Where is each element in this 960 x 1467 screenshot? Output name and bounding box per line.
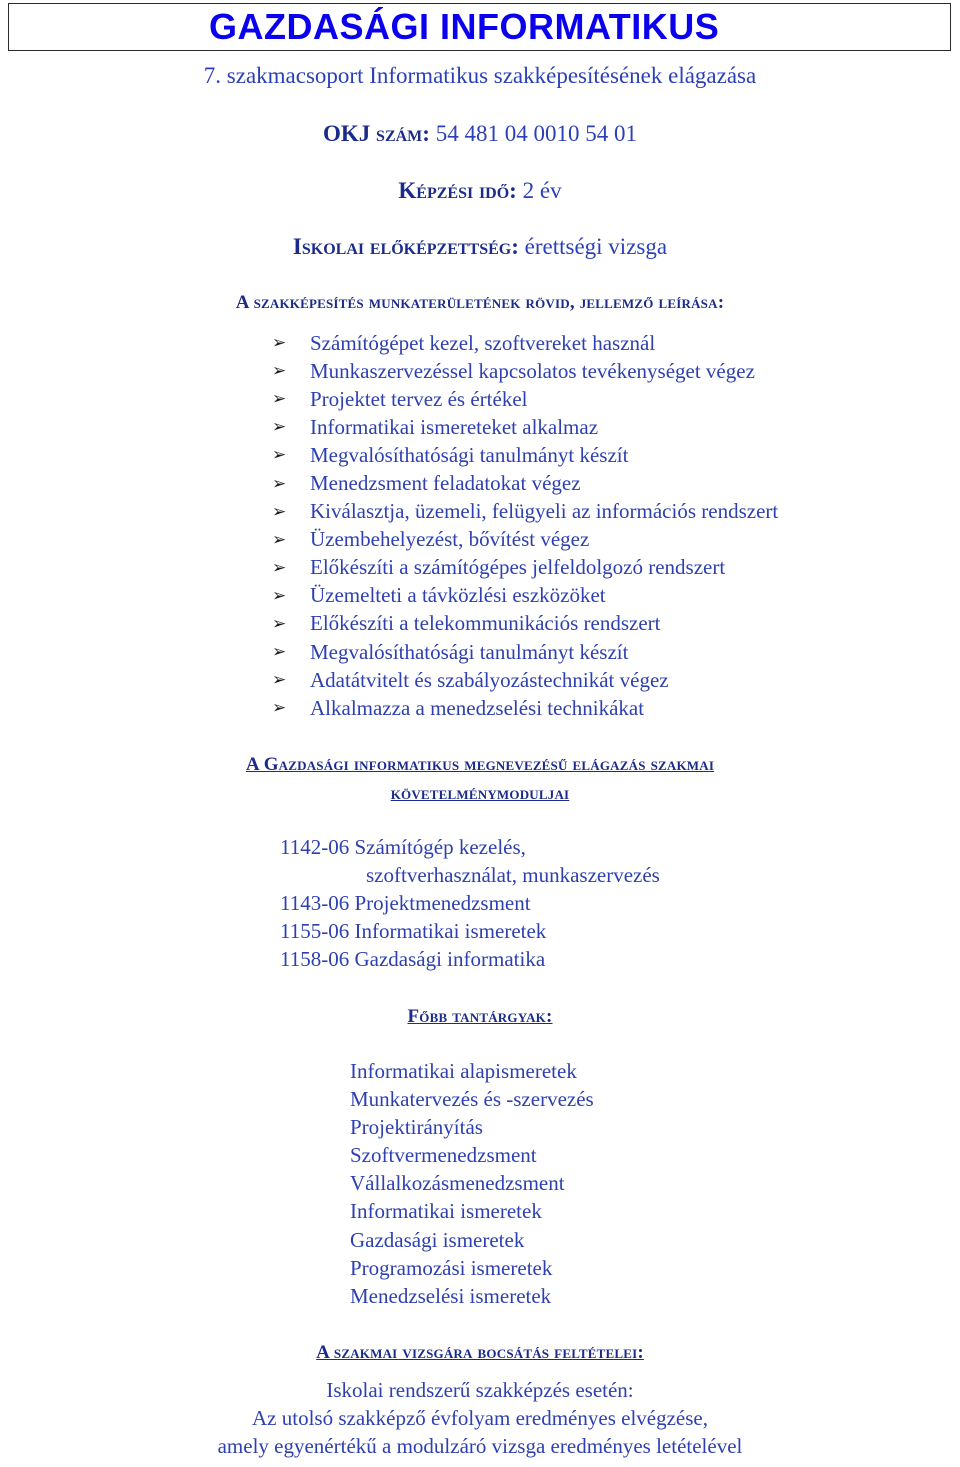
list-item-text: Előkészíti a számítógépes jelfeldolgozó rendszert [310,555,726,580]
list-item [272,498,778,526]
list-item [272,694,778,722]
list-item [272,413,778,441]
prerequisite-label: Iskolai előképzettség: [292,234,519,259]
subject-item: Programozási ismeretek [350,1255,553,1280]
okj-value: 54 481 04 0010 54 01 [429,121,637,146]
subject-item: Informatikai alapismeretek [350,1059,577,1083]
subject-item: Informatikai ismeretek [350,1199,542,1224]
modules-heading-line1: A Gazdasági informatikus megnevezésű elágazás szakmai [245,754,715,775]
module-item: 1155-06 Informatikai ismeretek [280,919,547,943]
list-item [272,329,778,357]
list-item-text: Üzemelteti a távközlési eszközöket [310,583,606,608]
prerequisite-value: érettségi vizsga [518,234,668,259]
exam-condition-line: amely egyenértékű a modulzáró vizsga eredményes letételével [217,1434,743,1458]
module-item: 1143-06 Projektmenedzsment [280,891,531,915]
list-item [272,469,778,497]
list-item-text: Alkalmazza a menedzselési technikákat [310,695,645,720]
okj-number-line [0,121,960,147]
subject-item: Munkatervezés és -szervezés [350,1087,594,1112]
list-item-text: Menedzsment feladatokat végez [310,471,581,496]
list-item [272,638,778,666]
description-heading: A szakképesítés munkaterületének rövid, jellemző leírása: [235,292,725,313]
page-title: GAZDASÁGI INFORMATIKUS [209,6,720,47]
page-subtitle: 7. szakmacsoport Informatikus szakképesítésének elágazása [203,63,757,88]
arrowhead-bullet-icon: ➢ [272,557,287,577]
title-box [8,3,951,51]
arrowhead-bullet-icon: ➢ [272,417,287,437]
module-item-continuation: szoftverhasználat, munkaszervezés [366,863,660,887]
duration-value: 2 év [516,178,562,203]
list-item [272,554,778,582]
modules-heading-line2: követelménymoduljai [390,783,570,804]
subject-item: Projektirányítás [350,1115,483,1140]
arrowhead-bullet-icon: ➢ [272,613,287,633]
exam-condition-line: Iskolai rendszerű szakképzés esetén: [326,1378,634,1402]
list-item [272,526,778,554]
subjects-list [350,1057,594,1310]
list-item-text: Projektet tervez és értékel [310,386,528,411]
list-item-text: Megvalósíthatósági tanulmányt készít [310,442,629,467]
subject-item: Vállalkozásmenedzsment [350,1171,565,1196]
list-item-text: Előkészíti a telekommunikációs rendszert [310,611,661,636]
arrowhead-bullet-icon: ➢ [272,445,287,465]
prerequisite-line [0,234,960,260]
arrowhead-bullet-icon: ➢ [272,585,287,605]
list-item-text: Kiválasztja, üzemeli, felügyeli az információs rendszert [310,499,779,524]
list-item [272,441,778,469]
arrowhead-bullet-icon: ➢ [272,670,287,690]
list-item [272,610,778,638]
arrowhead-bullet-icon: ➢ [272,501,287,521]
arrowhead-bullet-icon: ➢ [272,333,287,353]
module-item: 1142-06 Számítógép kezelés, [280,835,526,859]
arrowhead-bullet-icon: ➢ [272,642,287,662]
list-item-text: Informatikai ismereteket alkalmaz [310,414,599,439]
list-item-text: Adatátvitelt és szabályozástechnikát végez [310,667,669,692]
subject-item: Menedzselési ismeretek [350,1283,552,1308]
okj-label: OKJ szám: [323,121,430,146]
arrowhead-bullet-icon: ➢ [272,529,287,549]
arrowhead-bullet-icon: ➢ [272,473,287,493]
list-item-text: Munkaszervezéssel kapcsolatos tevékenységet végez [310,358,755,383]
modules-list [280,833,660,973]
list-item [272,357,778,385]
list-item-text: Megvalósíthatósági tanulmányt készít [310,639,629,664]
arrowhead-bullet-icon: ➢ [272,389,287,409]
exam-condition-line: Az utolsó szakképző évfolyam eredményes elvégzése, [252,1406,708,1430]
exam-conditions-heading: A szakmai vizsgára bocsátás feltételei: [316,1342,644,1363]
list-item-text: Számítógépet kezel, szoftvereket használ [310,330,656,355]
list-item-text: Üzembehelyezést, bővítést végez [310,527,590,552]
subjects-heading: Főbb tantárgyak: [407,1006,553,1027]
list-item [272,385,778,413]
duration-line [0,178,960,204]
description-list [272,329,778,722]
duration-label: Képzési idő: [398,178,517,203]
arrowhead-bullet-icon: ➢ [272,361,287,381]
subject-item: Gazdasági ismeretek [350,1227,525,1252]
list-item [272,666,778,694]
arrowhead-bullet-icon: ➢ [272,698,287,718]
subject-item: Szoftvermenedzsment [350,1143,537,1168]
list-item [272,582,778,610]
module-item: 1158-06 Gazdasági informatika [280,947,546,971]
